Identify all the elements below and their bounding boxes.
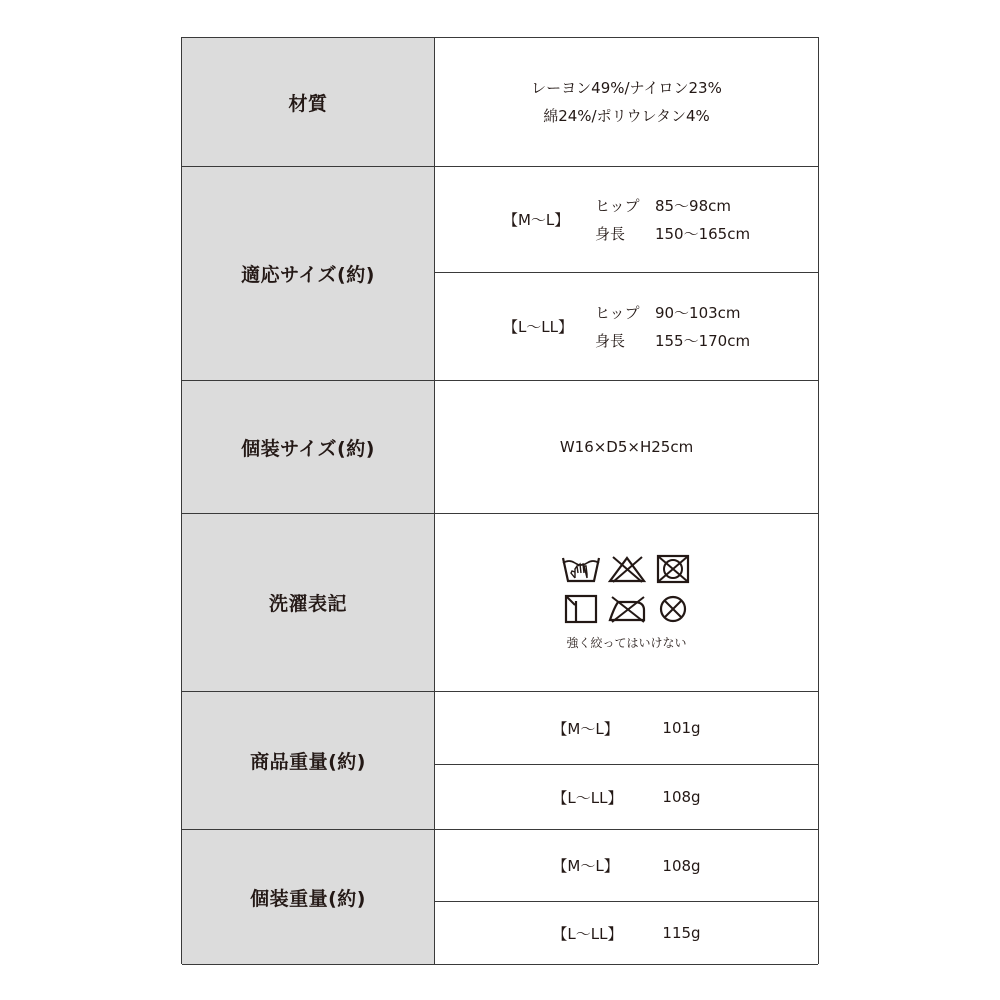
- product-weight-label: 商品重量(約): [182, 692, 435, 829]
- package-size-value: W16×D5×H25cm: [559, 438, 694, 456]
- no-tumble-dry-icon: [652, 554, 694, 584]
- fit-size-row: [182, 167, 818, 381]
- laundry-row: [182, 514, 818, 692]
- fit-size-m-l: [435, 167, 818, 272]
- product-weight-m-l: [435, 692, 818, 764]
- height-key: 身長: [594, 331, 625, 350]
- material-line: レーヨン49%/ナイロン23%: [531, 79, 722, 97]
- no-dry-clean-icon: [652, 594, 694, 624]
- weight-value: 101g: [662, 719, 701, 737]
- product-weight-row: [182, 692, 818, 830]
- package-weight-label: 個装重量(約): [182, 830, 435, 964]
- material-text: [531, 74, 722, 130]
- hip-key: ヒップ: [594, 196, 640, 215]
- hip-value: 85〜98cm: [654, 196, 731, 215]
- material-label: 材質: [182, 38, 435, 166]
- weight-value: 115g: [662, 924, 701, 942]
- product-weight-l-ll: [435, 764, 818, 829]
- package-weight-l-ll: [435, 901, 818, 964]
- fit-size-l-ll: [435, 272, 818, 380]
- package-size-row: [182, 381, 818, 514]
- height-value: 155〜170cm: [654, 331, 751, 350]
- size-tag: 【M〜L】: [552, 857, 619, 875]
- fit-size-label: 適応サイズ(約): [182, 167, 435, 380]
- package-weight-row: [182, 830, 818, 965]
- weight-value: 108g: [662, 788, 701, 806]
- fit-size-value: [435, 167, 818, 380]
- weight-value: 108g: [662, 856, 701, 875]
- care-symbols: [558, 554, 696, 651]
- material-value: [435, 38, 818, 166]
- hip-value: 90〜103cm: [654, 303, 741, 322]
- size-tag: 【L〜LL】: [552, 788, 623, 807]
- package-weight-m-l: [435, 830, 818, 901]
- no-bleach-icon: [606, 554, 648, 584]
- care-note: 強く絞ってはいけない: [566, 636, 687, 650]
- size-tag: 【M〜L】: [552, 719, 619, 738]
- size-tag: 【M〜L】: [502, 211, 570, 229]
- no-iron-icon: [606, 594, 648, 624]
- hip-key: ヒップ: [594, 303, 640, 322]
- laundry-label: 洗濯表記: [182, 514, 435, 691]
- height-value: 150〜165cm: [654, 224, 751, 243]
- drip-dry-icon: [560, 594, 602, 624]
- material-row: [182, 38, 818, 167]
- hand-wash-icon: [560, 554, 602, 584]
- spec-table: [181, 37, 819, 964]
- size-tag: 【L〜LL】: [552, 924, 623, 943]
- height-key: 身長: [594, 224, 625, 243]
- package-size-label: 個装サイズ(約): [182, 381, 435, 513]
- material-line: 綿24%/ポリウレタン4%: [543, 107, 710, 125]
- size-tag: 【L〜LL】: [502, 318, 574, 336]
